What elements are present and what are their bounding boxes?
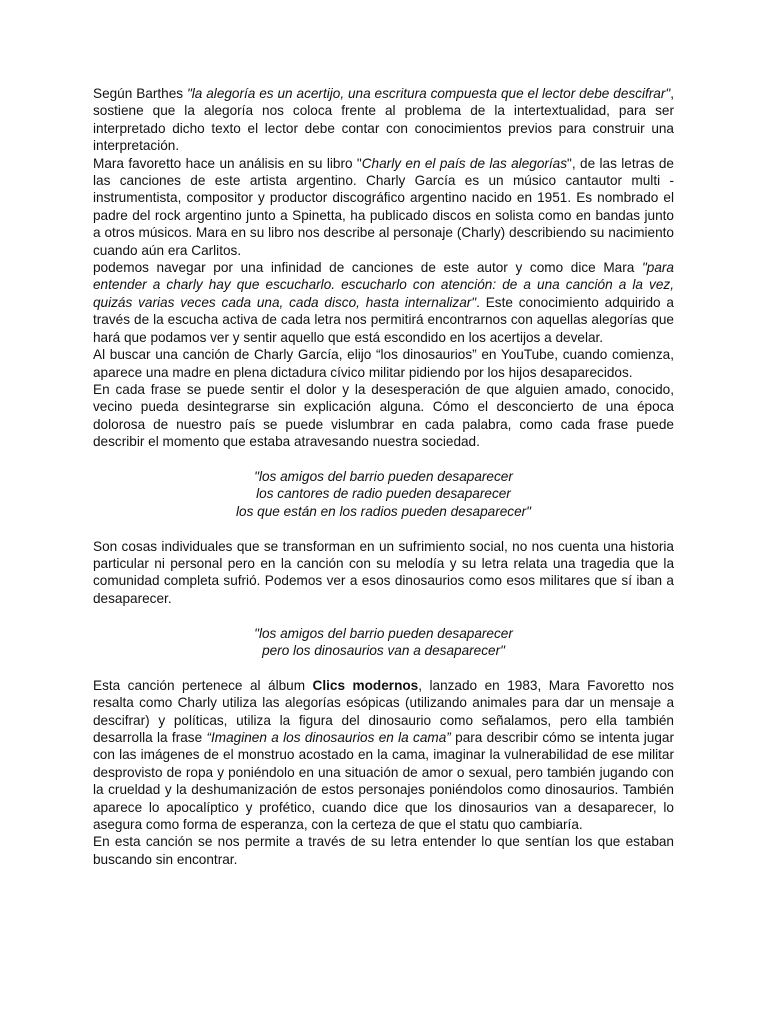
quote-inline: "la alegoría es un acertijo, una escritura compuesta que el lector debe descifrar" [186,86,671,101]
album-title: Clics modernos [312,677,419,693]
paragraph-clics-modernos [93,677,674,834]
paragraph-youtube: Al buscar una canción de Charly García, elijo “los dinosaurios” en YouTube, cuando comienza, aparece una madre en plena dictadura cívico militar pidiendo por los hijos desaparecidos. [93,347,674,380]
paragraph-sufrimiento: Son cosas individuales que se transforman en un sufrimiento social, no nos cuenta una historia particular ni personal pero en la canción con su melodía y su letra relata una tragedia que la comunidad completa sufrió. Podemos ver a esos dinosaurios como esos militares que sí iban a desaparecer. [93,538,674,606]
book-title: Charly en el país de las alegorías [361,155,568,171]
quote-inline: "para entender a charly hay que escucharlo. escucharlo con atención: de a una canción a la vez, quizás varias veces cada una, cada disco, hasta internalizar" [93,260,674,310]
quote-line: "los amigos del barrio pueden desaparecer [254,468,513,484]
text: Mara favoretto hace un análisis en su libro " [93,155,362,171]
spacer [93,607,674,624]
text: , sostiene que la alegoría nos coloca frente al problema de la intertextualidad, para ser interpretado dicho texto el lector debe contar con conocimientos previos para construir una interpretación. [93,86,674,154]
spacer [93,520,674,537]
quote-line: los cantores de radio pueden desaparecer [256,486,511,502]
quote-line: "los amigos del barrio pueden desaparecer [254,625,513,641]
text: para describir cómo se intenta jugar con las imágenes de el monstruo acostado en la cama, imaginar la vulnerabilidad de ese militar desprovisto de ropa y poniéndolo en una situación de amor o sexual, pero también jugando con la crueldad y la deshumanización de estos personajes poniéndolos como dinosaurios. También aparece lo apocalíptico y profético, cuando dice que los dinosaurios van a desaparecer, lo asegura como forma de esperanza, con la certeza de que el statu quo cambiaría. [93,729,674,832]
paragraph-navegar [93,259,674,346]
text: ", de las letras de las canciones de este artista argentino. Charly García es un músico cantautor multi -instrumentista, compositor y productor discográfico argentino nacido en 1951. Es nombrado el padre del rock argentino junto a Spinetta, ha publicado discos en solista como en bandas junto a otros músicos. Mara en su libro nos describe al personaje (Charly) describiendo su nacimiento cuando aún era Carlitos. [93,155,674,258]
song-quote-2 [93,625,674,660]
text: Esta canción pertenece al álbum [93,677,313,693]
document-page [93,85,674,868]
text: Según Barthes [93,86,187,101]
paragraph-dolor: En cada frase se puede sentir el dolor y la desesperación de que alguien amado, conocido, vecino pueda desintegrarse sin explicación alguna. Cómo el desconcierto de una época dolorosa de nuestro país se puede vislumbrar en cada palabra, como cada frase puede describir el momento que estaba atravesando nuestra sociedad. [93,381,674,450]
spacer [93,451,674,468]
spacer [93,659,674,676]
text: podemos navegar por una infinidad de canciones de este autor y como dice Mara [93,260,642,276]
quote-line: los que están en los radios pueden desaparecer" [235,503,532,519]
paragraph-conclusion: En esta canción se nos permite a través de su letra entender lo que sentían los que estaban buscando sin encontrar. [93,834,674,867]
text: . Este conocimiento adquirido a través de la escucha activa de cada letra nos permitirá encontrarnos con aquellas alegorías que hará que podamos ver y sentir aquello que está escondido en los acertijos a develar. [93,294,674,345]
paragraph-favoretto [93,155,674,259]
text: , lanzado en 1983, Mara Favoretto nos resalta como Charly utiliza las alegorías esópicas (utilizando animales para dar un mensaje a descifrar) y políticas, utiliza la figura del dinosaurio como señalamos, pero ella también desarrolla la frase [93,677,674,745]
paragraph-barthes [93,85,674,155]
quote-line: pero los dinosaurios van a desaparecer" [262,642,505,658]
quote-inline: “Imaginen a los dinosaurios en la cama” [206,729,451,745]
song-quote-1 [93,468,674,520]
